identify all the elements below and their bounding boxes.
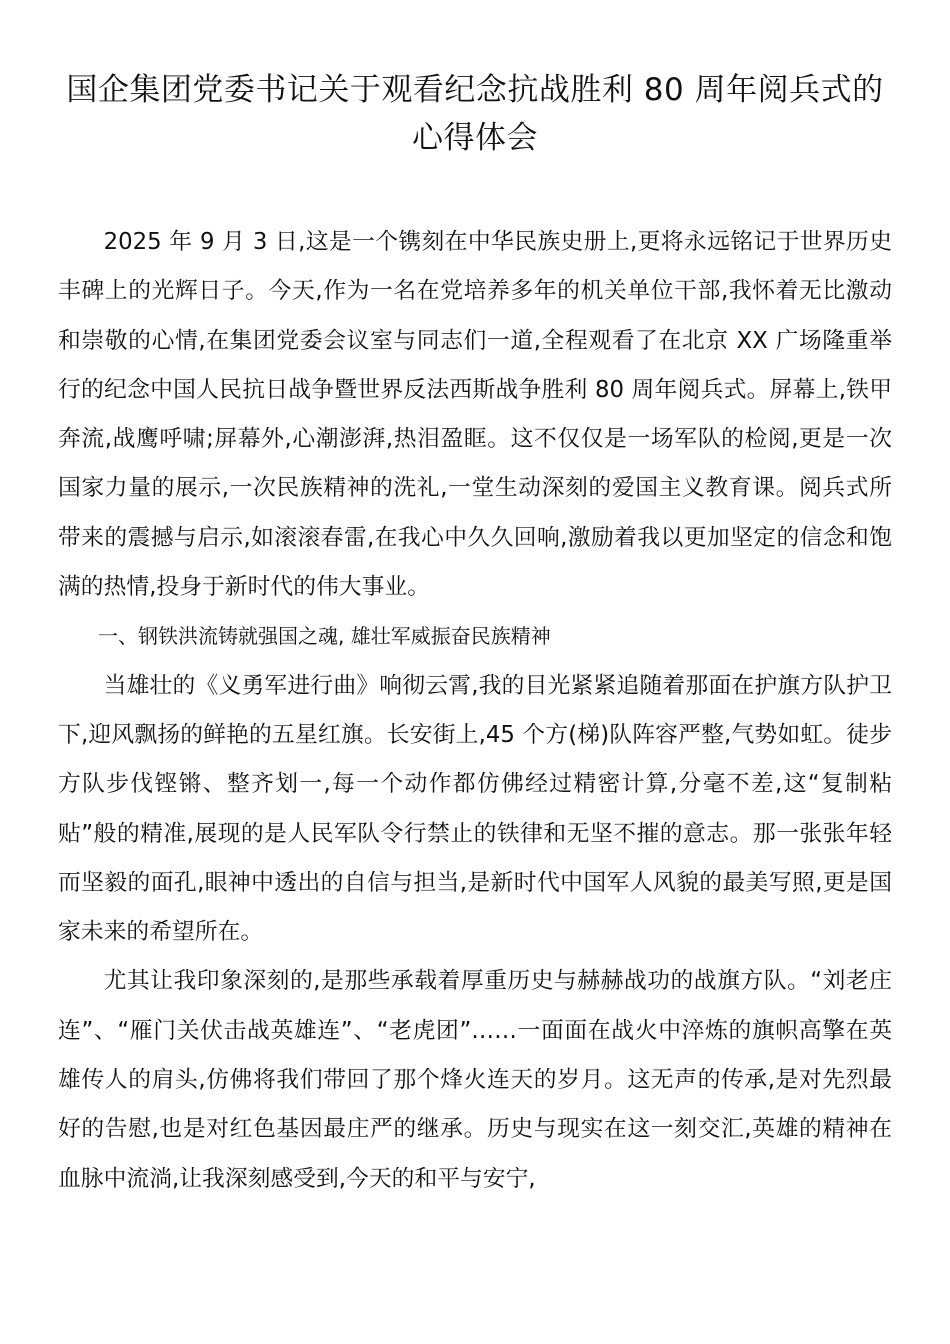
paragraph-parade: 当雄壮的《义勇军进行曲》响彻云霄,我的目光紧紧追随着那面在护旗方队护卫下,迎风飘扬的鲜艳的五星红旗。长安街上,45 个方(梯)队阵容严整,气势如虹。徒步方队步伐铿锵、整齐划一,每一个动作都仿佛经过精密计算,分毫不差,这“复制粘贴”般的精准,展现的是人民军队令行禁止的铁律和无坚不摧的意志。那一张张年轻而坚毅的面孔,眼神中透出的自信与担当,是新时代中国军人风貌的最美写照,更是国家未来的希望所在。 (58, 672, 892, 946)
paragraph-intro: 2025 年 9 月 3 日,这是一个镌刻在中华民族史册上,更将永远铭记于世界历史丰碑上的光辉日子。今天,作为一名在党培养多年的机关单位干部,我怀着无比激动和崇敬的心情,在集团党委会议室与同志们一道,全程观看了在北京 XX 广场隆重举行的纪念中国人民抗日战争暨世界反法西斯战争胜利 80 周年阅兵式。屏幕上,铁甲奔流,战鹰呼啸;屏幕外,心潮澎湃,热泪盈眶。这不仅仅是一场军队的检阅,更是一次国家力量的展示,一次民族精神的洗礼,一堂生动深刻的爱国主义教育课。阅兵式所带来的震撼与启示,如滚滚春雷,在我心中久久回响,激励着我以更加坚定的信念和饱满的热情,投身于新时代的伟大事业。 (58, 229, 892, 601)
section-heading-1: 一、钢铁洪流铸就强国之魂, 雄壮军威振奋民族精神 (98, 624, 551, 649)
document-body (58, 218, 892, 1204)
paragraph-battle-flags: 尤其让我印象深刻的,是那些承载着厚重历史与赫赫战功的战旗方队。“刘老庄连”、“雁门关伏击战英雄连”、“老虎团”……一面面在战火中淬炼的旗帜高擎在英雄传人的肩头,仿佛将我们带回了那个烽火连天的岁月。这无声的传承,是对先烈最好的告慰,也是对红色基因最庄严的继承。历史与现实在这一刻交汇,英雄的精神在血脉中流淌,让我深刻感受到,今天的和平与安宁, (58, 968, 892, 1192)
document-title: 国企集团党委书记关于观看纪念抗战胜利 80 周年阅兵式的心得体会 (66, 72, 884, 156)
